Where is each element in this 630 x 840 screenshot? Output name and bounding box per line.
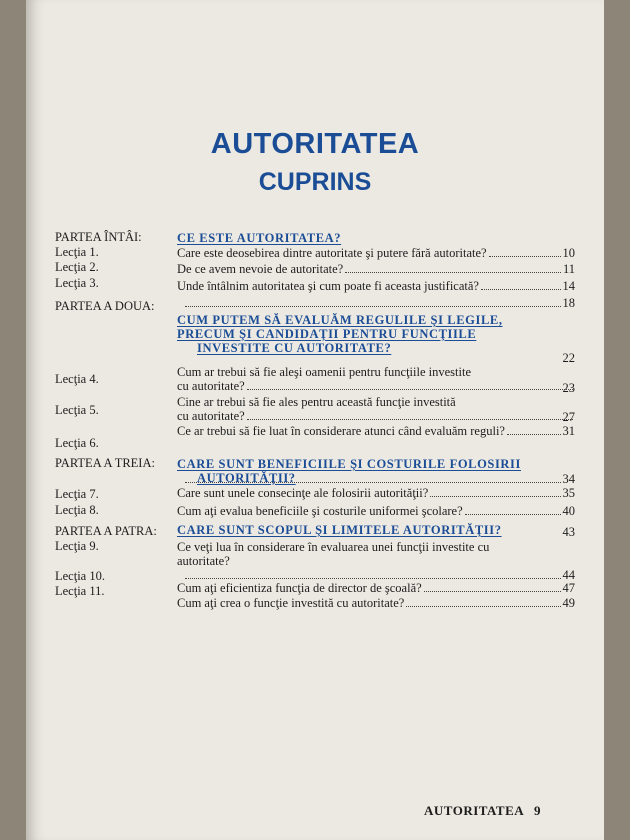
lesson-label: Lecţia 1. — [55, 245, 99, 259]
page-number: 44 — [562, 568, 575, 582]
part-label: PARTEA A TREIA: — [55, 456, 155, 470]
lesson-label: Lecţia 11. — [55, 584, 105, 598]
page-number: 40 — [562, 504, 575, 518]
page-number: 18 — [562, 296, 575, 310]
folio: 9 — [534, 803, 541, 818]
part-label: PARTEA A PATRA: — [55, 524, 157, 538]
part-label: PARTEA ÎNTÂI: — [55, 230, 142, 244]
part-title: CUM PUTEM SĂ EVALUĂM REGULILE ŞI LEGILE, PRECUM ŞI CANDIDAŢII PENTRU FUNCŢIILE INVESTITE CU AUTORITATE? — [177, 313, 503, 355]
part-title: CE ESTE AUTORITATEA? — [177, 231, 342, 245]
part-title: CARE SUNT BENEFICIILE ŞI COSTURILE FOLOSIRII AUTORITĂŢII? — [177, 457, 521, 485]
toc-entry: 34 Care sunt unele consecinţe ale folosirii autorităţii? 35 — [177, 472, 575, 500]
page-title: AUTORITATEA — [210, 128, 420, 160]
running-head: AUTORITATEA — [424, 803, 525, 818]
toc-entry: Care este deosebirea dintre autoritate şi putere fără autoritate? 10 — [177, 246, 575, 260]
lesson-label: Lecţia 5. — [55, 403, 99, 417]
page-number: 14 — [562, 279, 575, 293]
page-number: 31 — [562, 424, 575, 438]
page-subtitle: CUPRINS — [258, 168, 372, 196]
lesson-label: Lecţia 8. — [55, 503, 99, 517]
page-number: 43 — [562, 525, 575, 539]
toc-entry: De ce avem nevoie de autoritate? 11 — [177, 262, 575, 276]
lesson-label: Lecţia 3. — [55, 276, 99, 290]
toc-entry: Cum aţi evalua beneficiile şi costurile uniformei şcolare? 40 — [177, 504, 575, 518]
page-number: 34 — [562, 472, 575, 486]
toc-entry: Ce veţi lua în considerare în evaluarea unei funcţii investite cu autoritate? 44 — [177, 540, 575, 582]
page-number: 22 — [562, 351, 575, 365]
page-number: 35 — [562, 486, 575, 500]
page-number: 27 — [562, 410, 575, 424]
page-number: 49 — [562, 596, 575, 610]
toc-entry: 23 Cine ar trebui să fie ales pentru această funcţie investită cu autoritate? — [177, 381, 575, 423]
toc-entry — [177, 296, 575, 310]
lesson-label: Lecţia 10. — [55, 569, 105, 583]
toc-entry — [177, 525, 575, 539]
lesson-label: Lecţia 9. — [55, 539, 99, 553]
part-title: CARE SUNT SCOPUL ŞI LIMITELE AUTORITĂŢII? — [177, 523, 502, 537]
book-page — [26, 0, 604, 840]
page-number: 10 — [562, 246, 575, 260]
page-number: 47 — [562, 581, 575, 595]
part-label: PARTEA A DOUA: — [55, 299, 155, 313]
toc-entry: 22 Cum ar trebui să fie aleşi oamenii pentru funcţiile investite cu autoritate? — [177, 351, 575, 393]
page-number: 23 — [562, 381, 575, 395]
page-number: 11 — [562, 262, 575, 276]
lesson-label: Lecţia 6. — [55, 436, 99, 450]
toc-entry: Cum aţi eficientiza funcţia de director de şcoală? 47 — [177, 581, 575, 595]
toc-entry: 27 Ce ar trebui să fie luat în considerare atunci când evaluăm reguli? 31 — [177, 410, 575, 438]
lesson-label: Lecţia 4. — [55, 372, 99, 386]
toc-entry: Unde întâlnim autoritatea şi cum poate fi aceasta justificată? 14 — [177, 279, 575, 293]
lesson-label: Lecţia 7. — [55, 487, 99, 501]
lesson-label: Lecţia 2. — [55, 260, 99, 274]
toc-entry: Cum aţi crea o funcţie investită cu autoritate? 49 — [177, 596, 575, 610]
